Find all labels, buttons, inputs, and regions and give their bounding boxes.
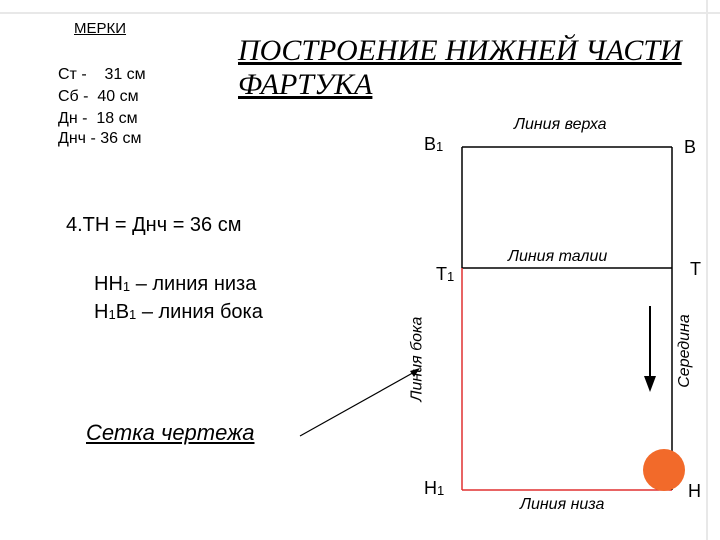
measurement-label: Ст -: [58, 66, 87, 83]
label-waist-line: Линия талии: [508, 248, 608, 265]
measurement-value: 18 см: [96, 110, 138, 127]
point-subscript: 1: [437, 483, 445, 498]
slide-title-line2: ФАРТУКА: [238, 68, 373, 101]
legend-description: – линия низа: [135, 273, 257, 295]
slide-title-line1: ПОСТРОЕНИЕ НИЖНЕЙ ЧАСТИ: [238, 34, 682, 67]
point-subscript: 1: [447, 269, 455, 284]
point-b1: [424, 134, 443, 155]
marker-circle: [643, 449, 685, 491]
measurements-heading: МЕРКИ: [74, 20, 127, 37]
point-t: Т: [690, 259, 701, 279]
grid-caption: Сетка чертежа: [86, 420, 255, 445]
legend-segment: В: [115, 301, 130, 323]
point-letter: Н: [424, 478, 437, 498]
legend-subscript: 1: [122, 279, 131, 294]
legend-description: – линия бока: [141, 301, 263, 323]
point-letter: В: [424, 134, 437, 154]
legend-segment: Н: [94, 301, 109, 323]
measurement-label: Сб -: [58, 88, 89, 105]
measurement-label: Дн -: [58, 110, 88, 127]
label-middle-line: Середина: [675, 314, 693, 388]
point-subscript: 1: [436, 139, 444, 154]
caption-pointer: [300, 370, 418, 436]
point-letter: Т: [436, 264, 447, 284]
label-bottom-line: Линия низа: [520, 496, 605, 513]
label-top-line: Линия верха: [514, 116, 607, 133]
step-text: 4.ТН = Днч = 36 см: [66, 214, 242, 236]
label-side-line: Линия бока: [408, 316, 426, 402]
legend-subscript: 1: [129, 307, 137, 322]
point-h: Н: [688, 481, 701, 501]
measurement-label: Днч -: [58, 130, 96, 147]
measurement-value: 40 см: [97, 88, 139, 105]
legend-subscript: 1: [108, 307, 116, 322]
point-b: В: [684, 137, 697, 157]
point-t1: [436, 264, 454, 285]
point-h1: [424, 478, 444, 499]
arrow-down-icon: [644, 376, 656, 392]
measurement-value: 36 см: [100, 130, 142, 147]
measurement-value: 31 см: [104, 66, 146, 83]
legend-segment: НН: [94, 273, 123, 295]
